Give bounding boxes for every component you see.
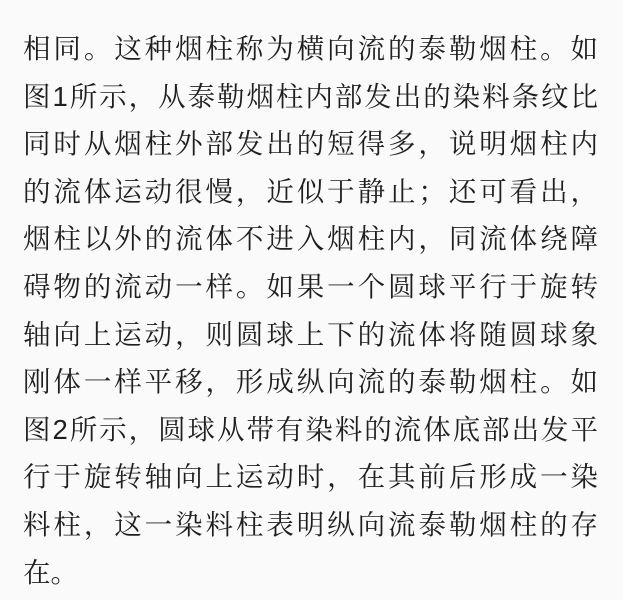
paragraph-line-9: 图2所示，圆球从带有染料的流体底部出发平 bbox=[23, 413, 598, 445]
paragraph bbox=[23, 25, 598, 596]
paragraph-line-12: 在。 bbox=[23, 556, 78, 588]
paragraph-line-11: 料柱，这一染料柱表明纵向流泰勒烟柱的存 bbox=[23, 508, 598, 540]
paragraph-line-3: 同时从烟柱外部发出的短得多，说明烟柱内 bbox=[23, 128, 598, 160]
paragraph-line-6: 碍物的流动一样。如果一个圆球平行于旋转 bbox=[23, 270, 598, 302]
paragraph-line-7: 轴向上运动，则圆球上下的流体将随圆球象 bbox=[23, 318, 598, 350]
paragraph-line-5: 烟柱以外的流体不进入烟柱内，同流体绕障 bbox=[23, 223, 598, 255]
paragraph-line-10: 行于旋转轴向上运动时，在其前后形成一染 bbox=[23, 461, 598, 493]
paragraph-line-4: 的流体运动很慢，近似于静止；还可看出， bbox=[23, 175, 598, 207]
paragraph-line-8: 刚体一样平移，形成纵向流的泰勒烟柱。如 bbox=[23, 366, 598, 398]
paragraph-line-2: 图1所示，从泰勒烟柱内部发出的染料条纹比 bbox=[23, 80, 598, 112]
paragraph-line-1: 相同。这种烟柱称为横向流的泰勒烟柱。如 bbox=[23, 33, 598, 64]
